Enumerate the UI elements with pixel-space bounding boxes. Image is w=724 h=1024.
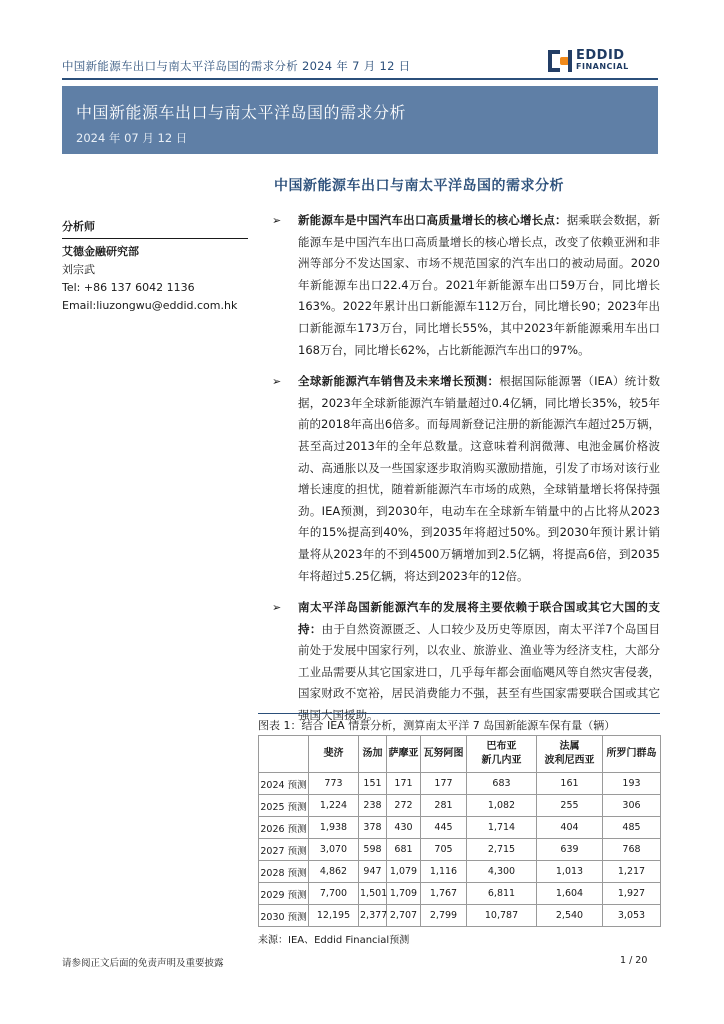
table-row: [259, 883, 661, 905]
table-cell: 238: [359, 795, 387, 817]
row-label: 2029 预测: [259, 883, 309, 905]
table-cell: 3,070: [309, 839, 359, 861]
table-header-row: [259, 736, 661, 773]
table-cell: 306: [603, 795, 661, 817]
table-cell: 947: [359, 861, 387, 883]
table-cell: 1,714: [467, 817, 537, 839]
table-row: [259, 861, 661, 883]
bullet-point: [270, 597, 660, 727]
table-cell: 4,300: [467, 861, 537, 883]
ev-forecast-table: [258, 735, 661, 927]
table-row: [259, 795, 661, 817]
table-source: 来源：IEA、Eddid Financial预测: [258, 935, 410, 946]
sidebar-divider: [62, 238, 248, 239]
report-heading: 中国新能源车出口与南太平洋岛国的需求分析: [274, 178, 564, 194]
row-label: 2027 预测: [259, 839, 309, 861]
table-cell: 10,787: [467, 905, 537, 927]
page-number: 1 / 20: [620, 955, 648, 966]
table-cell: 2,799: [421, 905, 467, 927]
key-points: [270, 210, 660, 737]
table-cell: 193: [603, 773, 661, 795]
table-cell: 272: [387, 795, 421, 817]
table-row: [259, 839, 661, 861]
table-cell: 404: [537, 817, 603, 839]
logo-wordmark: EDDID: [576, 48, 625, 63]
table-cell: 485: [603, 817, 661, 839]
bullet-point: [270, 210, 660, 361]
table-cell: 2,715: [467, 839, 537, 861]
banner-title: 中国新能源车出口与南太平洋岛国的需求分析: [76, 103, 407, 122]
table-cell: 1,501: [359, 883, 387, 905]
table-cell: 2,377: [359, 905, 387, 927]
table-cell: 1,767: [421, 883, 467, 905]
table-cell: 255: [537, 795, 603, 817]
table-cell: 1,013: [537, 861, 603, 883]
header-divider: [62, 78, 658, 80]
table-cell: 1,604: [537, 883, 603, 905]
column-header: 所罗门群岛: [603, 736, 661, 773]
table-cell: 598: [359, 839, 387, 861]
table-cell: 1,217: [603, 861, 661, 883]
table-cell: 171: [387, 773, 421, 795]
arrow-bullet-icon: ➢: [272, 601, 282, 615]
analyst-org: 艾德金融研究部: [62, 245, 139, 258]
table-cell: 3,053: [603, 905, 661, 927]
analyst-label: 分析师: [62, 220, 95, 233]
row-label: 2025 预测: [259, 795, 309, 817]
bullet-point: [270, 371, 660, 587]
table-row: [259, 905, 661, 927]
running-header-title: 中国新能源车出口与南太平洋岛国的需求分析 2024 年 7 月 12 日: [62, 59, 411, 73]
column-header: 斐济: [309, 736, 359, 773]
table-cell: 705: [421, 839, 467, 861]
table-cell: 281: [421, 795, 467, 817]
table-cell: 1,927: [603, 883, 661, 905]
disclaimer-footer: 请参阅正文后面的免责声明及重要披露: [62, 958, 224, 969]
table-cell: 1,224: [309, 795, 359, 817]
table-cell: 1,082: [467, 795, 537, 817]
table-cell: 177: [421, 773, 467, 795]
column-header: [259, 736, 309, 773]
table-cell: 773: [309, 773, 359, 795]
forecast-table-block: [258, 713, 660, 946]
table-cell: 151: [359, 773, 387, 795]
column-header: 萨摩亚: [387, 736, 421, 773]
eddid-logo-icon: [548, 50, 572, 72]
column-header: 瓦努阿图: [421, 736, 467, 773]
bullet-lead: 新能源车是中国汽车出口高质量增长的核心增长点：: [298, 213, 567, 227]
table-cell: 4,862: [309, 861, 359, 883]
table-row: [259, 773, 661, 795]
table-cell: 1,709: [387, 883, 421, 905]
column-header: 汤加: [359, 736, 387, 773]
table-cell: 2,540: [537, 905, 603, 927]
analyst-sidebar: [62, 218, 248, 315]
column-header: 法属 波利尼西亚: [537, 736, 603, 773]
table-cell: 378: [359, 817, 387, 839]
table-cell: 6,811: [467, 883, 537, 905]
analyst-tel: Tel: +86 137 6042 1136: [62, 281, 195, 294]
bullet-lead: 全球新能源汽车销售及未来增长预测：: [298, 374, 500, 389]
banner-date: 2024 年 07 月 12 日: [76, 131, 188, 145]
table-row: [259, 817, 661, 839]
eddid-logo: [548, 48, 668, 76]
logo-subwordmark: FINANCIAL: [576, 62, 629, 71]
bullet-body: 根据国际能源署（IEA）统计数据，2023年全球新能源汽车销量超过0.4亿辆，同比增长35%，较5年前的2018年高出6倍多。而每周新登记注册的新能源汽车超过25万辆，甚至高过2013年的全年总数量。这意味着利润微薄、电池金属价格波动、高通胀以及一些国家逐步取消购买激励措施，引发了市场对该行业增长速度的担忧，随着新能源汽车市场的成熟，全球销量增长将保持强劲。IEA预测，到2030年，电动车在全球新车销量中的占比将从2023年的15%提高到40%，到2035年将超过50%。到2030年预计累计销量将从2023年的不到4500万辆增加到2.5亿辆，将提高6倍，到2035年将超过5.25亿辆，将达到2023年的12倍。: [298, 374, 660, 583]
table-cell: 683: [467, 773, 537, 795]
table-cell: 1,079: [387, 861, 421, 883]
title-banner: [62, 86, 658, 154]
table-cell: 1,116: [421, 861, 467, 883]
row-label: 2026 预测: [259, 817, 309, 839]
table-cell: 2,707: [387, 905, 421, 927]
table-cell: 681: [387, 839, 421, 861]
row-label: 2028 预测: [259, 861, 309, 883]
table-cell: 7,700: [309, 883, 359, 905]
column-header: 巴布亚 新几内亚: [467, 736, 537, 773]
table-cell: 445: [421, 817, 467, 839]
arrow-bullet-icon: ➢: [272, 214, 282, 227]
row-label: 2024 预测: [259, 773, 309, 795]
table-cell: 639: [537, 839, 603, 861]
table-cell: 768: [603, 839, 661, 861]
row-label: 2030 预测: [259, 905, 309, 927]
table-cell: 161: [537, 773, 603, 795]
analyst-email[interactable]: Email:liuzongwu@eddid.com.hk: [62, 299, 238, 312]
bullet-lead: 南太平洋岛国新能源汽车的发展将主要依赖于联合国或其它大国的支持：: [298, 600, 660, 636]
table-cell: 1,938: [309, 817, 359, 839]
bullet-body: 由于自然资源匮乏、人口较少及历史等原因，南太平洋7个岛国目前处于发展中国家行列，以农业、旅游业、渔业等为经济支柱，大部分工业品需要从其它国家进口，几乎每年都会面临飓风等自然灾害侵袭，国家财政不宽裕，居民消费能力不强，甚至有些国家需要联合国或其它强国大国援助。: [298, 621, 660, 723]
table-cell: 430: [387, 817, 421, 839]
table-cell: 12,195: [309, 905, 359, 927]
bullet-body: 据乘联会数据，新能源车是中国汽车出口高质量增长的核心增长点，改变了依赖亚洲和非洲等部分不发达国家、市场不规范国家的汽车出口的被动局面。2020年新能源车出口22.4万台。2021年新能源车出口59万台，同比增长163%。2022年累计出口新能源车112万台，同比增长90；2023年出口新能源车173万台，同比增长55%，其中2023年新能源乘用车出口168万台，同比增长62%，占比新能源汽车出口的97%。: [298, 213, 661, 357]
arrow-bullet-icon: ➢: [272, 375, 282, 389]
analyst-name: 刘宗武: [62, 263, 95, 276]
table-caption: 图表 1：结合 IEA 情景分析，测算南太平洋 7 岛国新能源车保有量（辆）: [258, 713, 660, 735]
